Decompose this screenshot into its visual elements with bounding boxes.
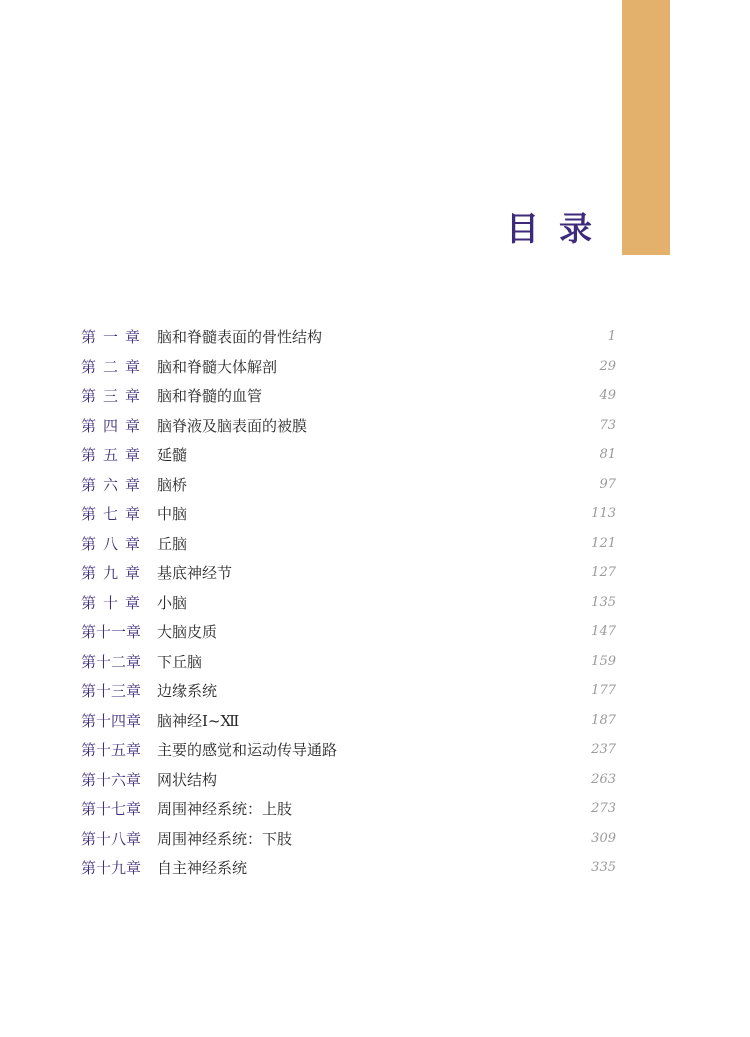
toc-entry[interactable]: [81, 588, 616, 618]
page-number: 263: [591, 771, 616, 787]
chapter-title: 中脑: [157, 505, 188, 524]
chapter-title: 脑和脊髓的血管: [157, 387, 263, 406]
chapter-number: 第十六章: [81, 770, 142, 789]
chapter-title: 主要的感觉和运动传导通路: [157, 741, 338, 760]
page-number: 81: [599, 447, 616, 463]
toc-entry[interactable]: [81, 853, 616, 883]
chapter-title: 脑脊液及脑表面的被膜: [157, 416, 308, 435]
chapter-number: 第十四章: [81, 711, 142, 730]
toc-entry[interactable]: [81, 352, 616, 382]
decorative-color-tab: [622, 0, 670, 255]
chapter-number: 第十一章: [81, 623, 142, 642]
page-number: 159: [591, 653, 616, 669]
toc-entry[interactable]: [81, 617, 616, 647]
chapter-number: 第九章: [81, 564, 148, 583]
chapter-title: 周围神经系统：上肢: [157, 800, 293, 819]
toc-entry[interactable]: [81, 824, 616, 854]
page-number: 177: [591, 683, 616, 699]
chapter-title: 脑和脊髓表面的骨性结构: [157, 328, 323, 347]
chapter-number: 第五章: [81, 446, 148, 465]
chapter-number: 第四章: [81, 416, 148, 435]
chapter-number: 第二章: [81, 357, 148, 376]
chapter-title: 脑神经Ⅰ~Ⅻ: [157, 711, 240, 730]
toc-entry[interactable]: [81, 381, 616, 411]
chapter-title: 网状结构: [157, 770, 218, 789]
chapter-number: 第十八章: [81, 829, 142, 848]
toc-entry[interactable]: [81, 676, 616, 706]
chapter-title: 小脑: [157, 593, 188, 612]
chapter-number: 第三章: [81, 387, 148, 406]
chapter-number: 第十章: [81, 593, 148, 612]
chapter-number: 第十三章: [81, 682, 142, 701]
toc-entry[interactable]: [81, 735, 616, 765]
page-number: 237: [591, 742, 616, 758]
page-number: 121: [591, 535, 616, 551]
chapter-title: 脑桥: [157, 475, 188, 494]
table-of-contents: [81, 322, 616, 883]
toc-entry[interactable]: [81, 706, 616, 736]
toc-entry[interactable]: [81, 411, 616, 441]
chapter-number: 第八章: [81, 534, 148, 553]
chapter-title: 基底神经节: [157, 564, 233, 583]
toc-entry[interactable]: [81, 470, 616, 500]
chapter-title: 周围神经系统：下肢: [157, 829, 293, 848]
toc-entry[interactable]: [81, 647, 616, 677]
chapter-number: 第十二章: [81, 652, 142, 671]
page-number: 187: [591, 712, 616, 728]
page-number: 49: [599, 388, 616, 404]
page-number: 127: [591, 565, 616, 581]
toc-entry[interactable]: [81, 558, 616, 588]
chapter-title: 下丘脑: [157, 652, 203, 671]
toc-entry[interactable]: [81, 765, 616, 795]
page-number: 1: [607, 329, 616, 345]
chapter-number: 第七章: [81, 505, 148, 524]
chapter-title: 延髓: [157, 446, 188, 465]
chapter-title: 大脑皮质: [157, 623, 218, 642]
page-number: 147: [591, 624, 616, 640]
chapter-number: 第十五章: [81, 741, 142, 760]
page-number: 273: [591, 801, 616, 817]
page-title: 目录: [506, 209, 612, 248]
page-number: 73: [599, 417, 616, 433]
chapter-number: 第十九章: [81, 859, 142, 878]
page-number: 335: [591, 860, 616, 876]
toc-entry[interactable]: [81, 499, 616, 529]
chapter-title: 边缘系统: [157, 682, 218, 701]
page-number: 113: [591, 506, 616, 522]
chapter-title: 自主神经系统: [157, 859, 248, 878]
toc-entry[interactable]: [81, 322, 616, 352]
chapter-number: 第一章: [81, 328, 148, 347]
page-number: 135: [591, 594, 616, 610]
chapter-title: 丘脑: [157, 534, 188, 553]
page-number: 309: [591, 830, 616, 846]
toc-entry[interactable]: [81, 440, 616, 470]
toc-entry[interactable]: [81, 794, 616, 824]
page-number: 97: [599, 476, 616, 492]
toc-entry[interactable]: [81, 529, 616, 559]
chapter-number: 第十七章: [81, 800, 142, 819]
page-number: 29: [599, 358, 616, 374]
chapter-number: 第六章: [81, 475, 148, 494]
chapter-title: 脑和脊髓大体解剖: [157, 357, 278, 376]
